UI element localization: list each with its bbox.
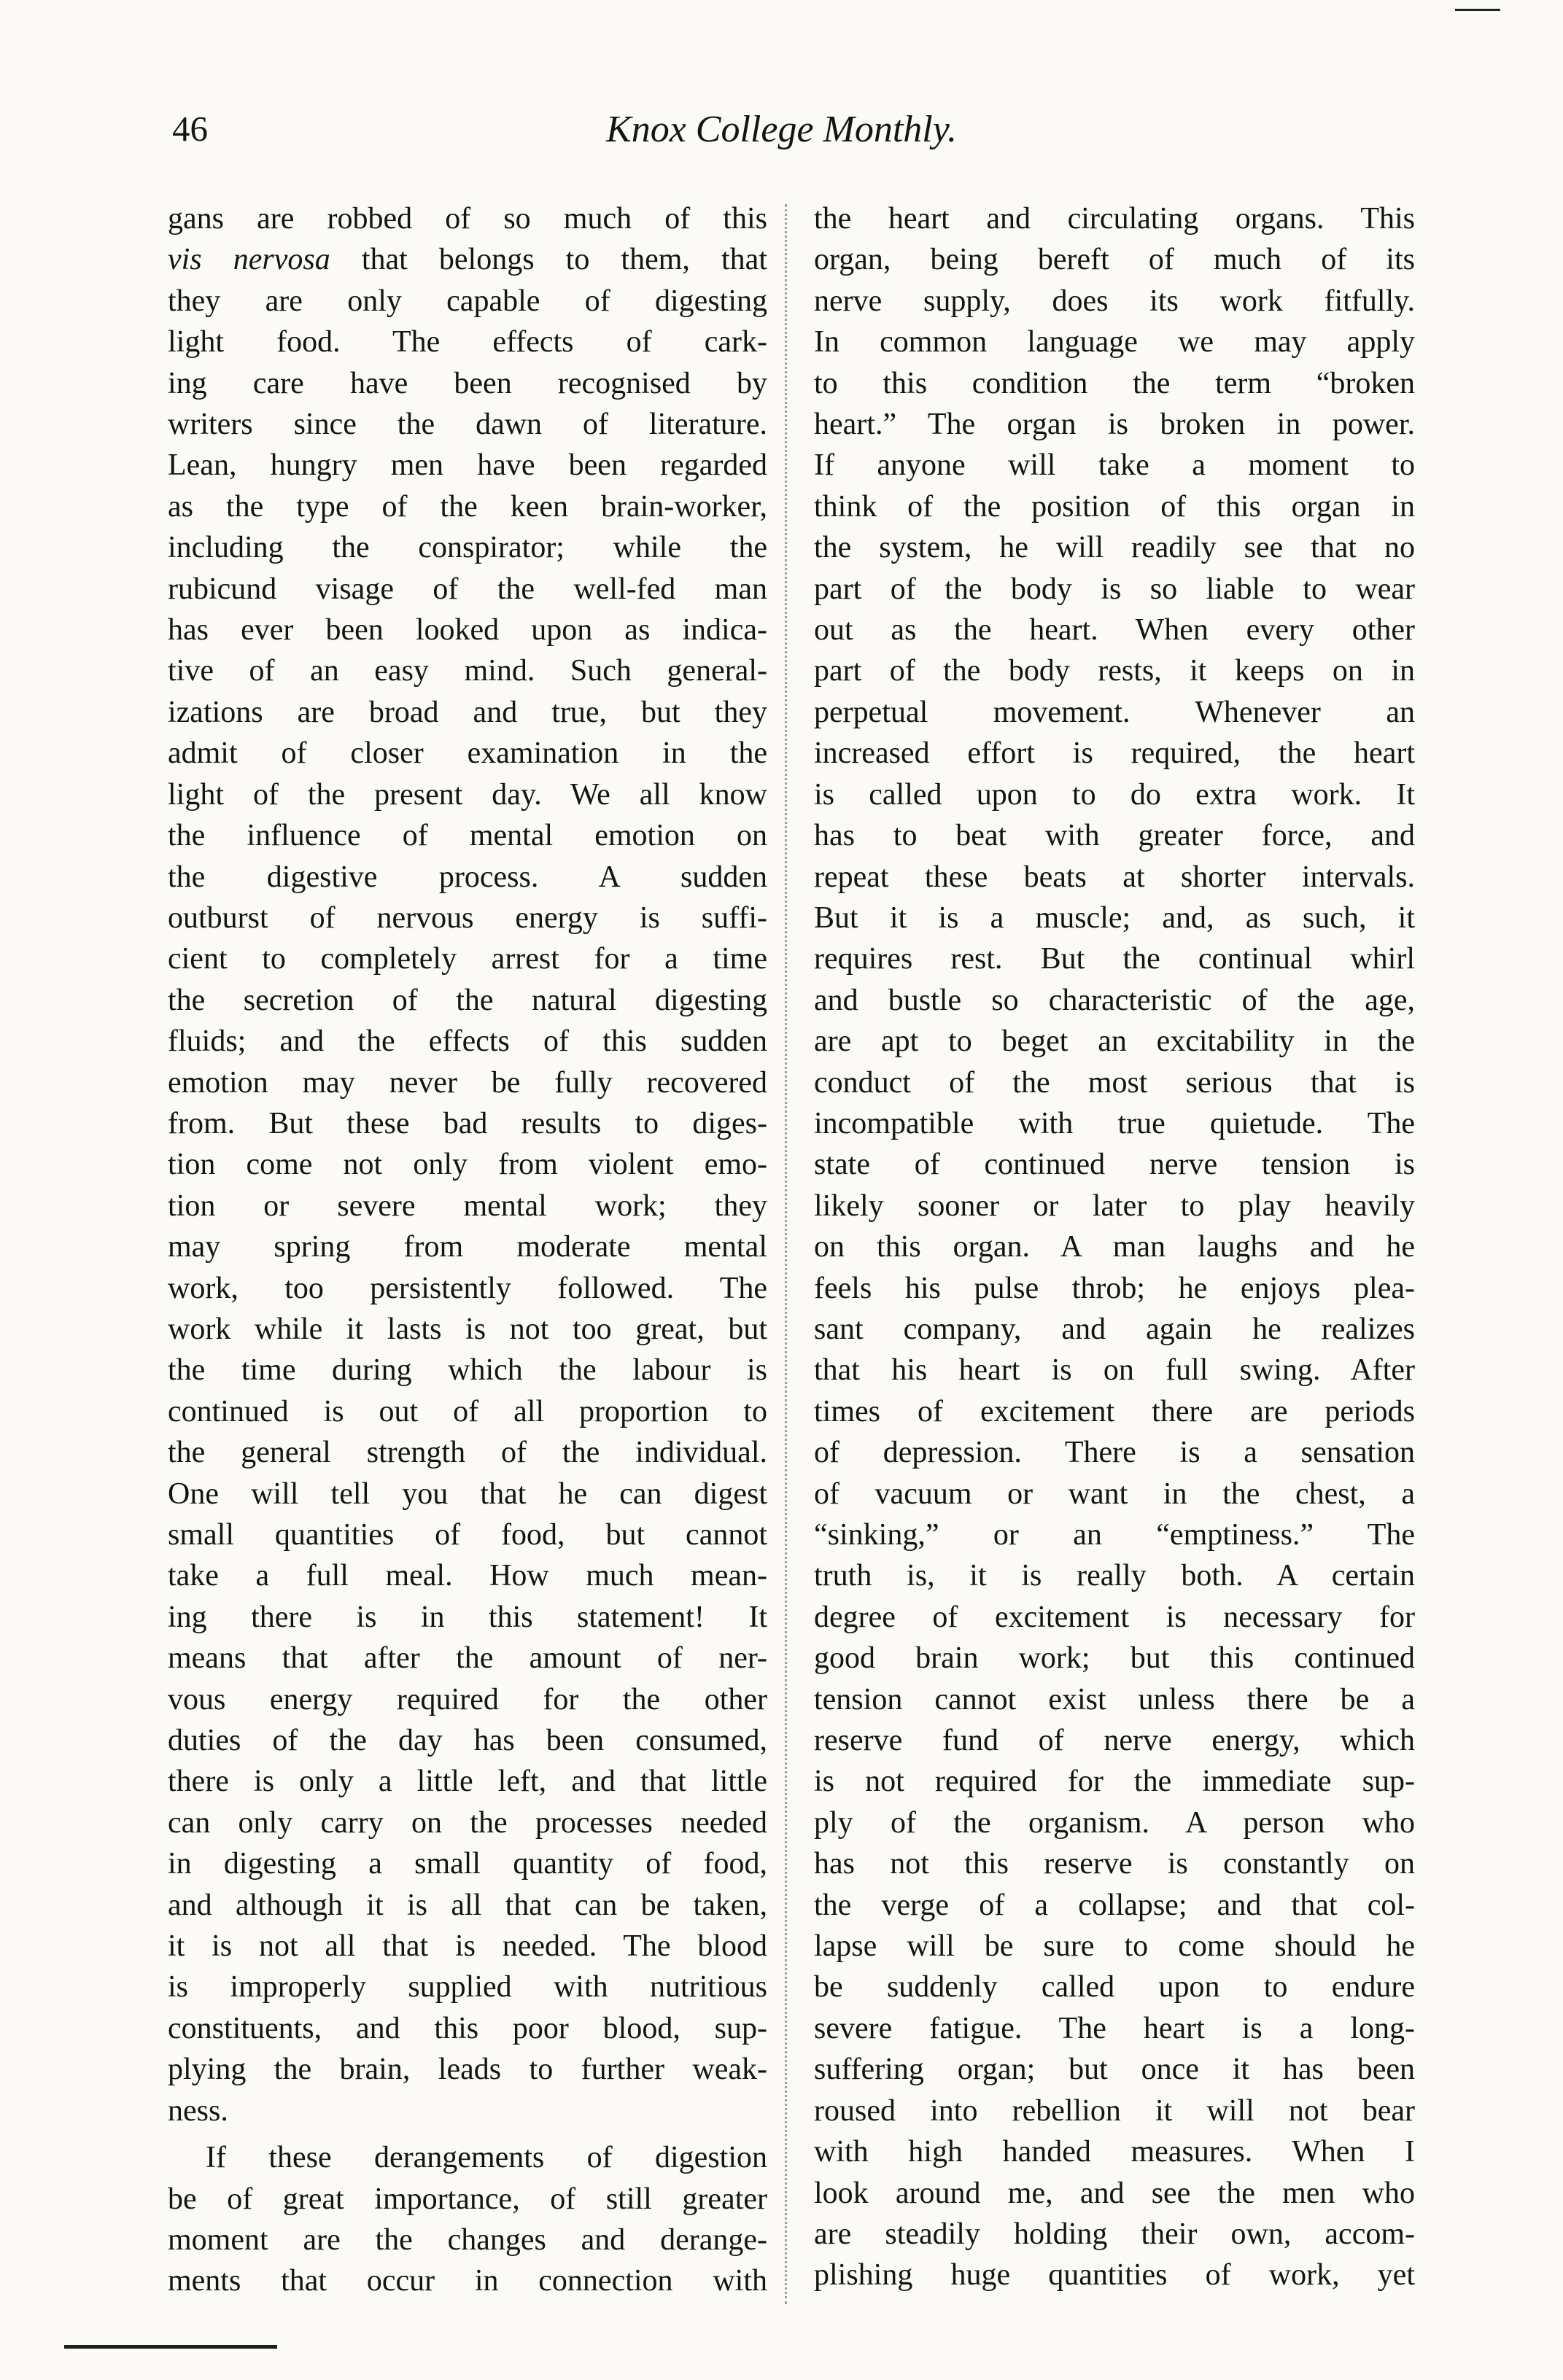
text-line: part of the body rests, it keeps on in <box>814 654 1415 688</box>
text-line: are steadily holding their own, accom- <box>814 2217 1415 2251</box>
text-line: roused into rebellion it will not bear <box>814 2093 1415 2128</box>
text-line: may spring from moderate mental <box>168 1230 767 1264</box>
text-line: light food. The effects of cark- <box>168 325 767 359</box>
text-line: organ, being bereft of much of its <box>814 243 1415 277</box>
text-line: look around me, and see the men who <box>814 2176 1415 2210</box>
text-line: suffering organ; but once it has been <box>814 2053 1415 2087</box>
text-line: fluids; and the effects of this sudden <box>168 1024 767 1059</box>
text-line: feels his pulse throb; he enjoys plea- <box>814 1271 1415 1305</box>
text-line: emotion may never be fully recovered <box>168 1065 767 1100</box>
page-number: 46 <box>172 109 208 149</box>
text-line: ing there is in this statement! It <box>168 1600 767 1634</box>
text-line: is called upon to do extra work. It <box>814 777 1415 812</box>
text-line: with high handed measures. When I <box>814 2135 1415 2169</box>
text-line: on this organ. A man laughs and he <box>814 1230 1415 1264</box>
text-line: repeat these beats at shorter intervals. <box>814 860 1415 894</box>
text-line: the secretion of the natural digesting <box>168 983 767 1017</box>
text-line: of vacuum or want in the chest, a <box>814 1477 1415 1511</box>
text-line: be of great importance, of still greater <box>168 2182 767 2216</box>
text-line: likely sooner or later to play heavily <box>814 1189 1415 1223</box>
text-line: they are only capable of digesting <box>168 284 767 318</box>
text-line: severe fatigue. The heart is a long- <box>814 2011 1415 2045</box>
text-line: and although it is all that can be taken, <box>168 1888 767 1922</box>
text-line: is improperly supplied with nutritious <box>168 1970 767 2004</box>
text-line: In common language we may apply <box>814 325 1415 359</box>
text-line: and bustle so characteristic of the age, <box>814 983 1415 1017</box>
text-line: If these derangements of digestion <box>206 2141 767 2175</box>
right-paragraph-1 <box>814 198 1415 2296</box>
text-line: including the conspirator; while the <box>168 531 767 565</box>
text-line: the verge of a collapse; and that col- <box>814 1888 1415 1922</box>
text-line: take a full meal. How much mean- <box>168 1559 767 1593</box>
text-line: work while it lasts is not too great, but <box>168 1312 767 1346</box>
text-line: think of the position of this organ in <box>814 489 1415 524</box>
text-line: degree of excitement is necessary for <box>814 1600 1415 1634</box>
text-line: duties of the day has been consumed, <box>168 1724 767 1758</box>
text-line: requires rest. But the continual whirl <box>814 942 1415 976</box>
text-line: truth is, it is really both. A certain <box>814 1559 1415 1593</box>
text-line: nerve supply, does its work fitfully. <box>814 284 1415 318</box>
text-line: has to beat with greater force, and <box>814 819 1415 853</box>
text-line: rubicund visage of the well-fed man <box>168 572 767 606</box>
text-line: admit of closer examination in the <box>168 736 767 771</box>
text-line: has ever been looked upon as indica- <box>168 613 767 648</box>
text-line: tion or severe mental work; they <box>168 1189 767 1223</box>
text-line: lapse will be sure to come should he <box>814 1929 1415 1964</box>
text-line: in digesting a small quantity of food, <box>168 1847 767 1881</box>
text-line: One will tell you that he can digest <box>168 1477 767 1511</box>
column-divider <box>785 204 787 2304</box>
text-line: vous energy required for the other <box>168 1682 767 1716</box>
text-line: Lean, hungry men have been regarded <box>168 448 767 483</box>
running-title: Knox College Monthly. <box>606 109 957 150</box>
text-line: heart.” The organ is broken in power. <box>814 408 1415 442</box>
text-line: plishing huge quantities of work, yet <box>814 2258 1415 2292</box>
text-line: good brain work; but this continued <box>814 1641 1415 1676</box>
text-line: the digestive process. A sudden <box>168 860 767 894</box>
left-column <box>168 198 767 2302</box>
right-column <box>814 198 1415 2296</box>
top-corner-rule <box>1455 9 1500 11</box>
text-line: times of excitement there are periods <box>814 1394 1415 1428</box>
text-line: the general strength of the individual. <box>168 1436 767 1470</box>
text-line: increased effort is required, the heart <box>814 736 1415 771</box>
text-line: moment are the changes and derange- <box>168 2222 767 2257</box>
text-line: cient to completely arrest for a time <box>168 942 767 976</box>
text-line: ness. <box>168 2093 228 2128</box>
text-line: as the type of the keen brain-worker, <box>168 489 767 524</box>
text-line: state of continued nerve tension is <box>814 1148 1415 1182</box>
text-line: be suddenly called upon to endure <box>814 1970 1415 2004</box>
text-line: izations are broad and true, but they <box>168 695 767 729</box>
text-line: there is only a little left, and that little <box>168 1765 767 1799</box>
text-line: to this condition the term “broken <box>814 366 1415 400</box>
text-line: small quantities of food, but cannot <box>168 1518 767 1552</box>
text-line: means that after the amount of ner- <box>168 1641 767 1676</box>
text-line: incompatible with true quietude. The <box>814 1106 1415 1140</box>
text-line: reserve fund of nerve energy, which <box>814 1724 1415 1758</box>
text-line: “sinking,” or an “emptiness.” The <box>814 1518 1415 1552</box>
text-line: But it is a muscle; and, as such, it <box>814 901 1415 935</box>
text-line: the time during which the labour is <box>168 1353 767 1388</box>
italic-phrase: vis nervosa <box>168 243 330 277</box>
left-paragraph-2 <box>168 2137 767 2302</box>
text-line: that his heart is on full swing. After <box>814 1353 1415 1388</box>
footer-rule <box>64 2345 277 2349</box>
text-line: is not required for the immediate sup- <box>814 1765 1415 1799</box>
text-line: constituents, and this poor blood, sup- <box>168 2011 767 2045</box>
text-line: ply of the organism. A person who <box>814 1805 1415 1840</box>
text-line: the influence of mental emotion on <box>168 819 767 853</box>
text-line: part of the body is so liable to wear <box>814 572 1415 606</box>
text-line: vis nervosa that belongs to them, that <box>168 243 767 277</box>
text-line: writers since the dawn of literature. <box>168 408 767 442</box>
text-line: of depression. There is a sensation <box>814 1436 1415 1470</box>
text-line: ing care have been recognised by <box>168 366 767 400</box>
text-line: sant company, and again he realizes <box>814 1312 1415 1346</box>
text-line: the heart and circulating organs. This <box>814 202 1415 236</box>
text-line: light of the present day. We all know <box>168 777 767 812</box>
text-line: perpetual movement. Whenever an <box>814 695 1415 729</box>
text-line: plying the brain, leads to further weak- <box>168 2053 767 2087</box>
text-line: gans are robbed of so much of this <box>168 202 767 236</box>
text-line: the system, he will readily see that no <box>814 531 1415 565</box>
text-line: tion come not only from violent emo- <box>168 1148 767 1182</box>
text-line: tive of an easy mind. Such general- <box>168 654 767 688</box>
text-line: are apt to beget an excitability in the <box>814 1024 1415 1059</box>
text-line: has not this reserve is constantly on <box>814 1847 1415 1881</box>
text-line: continued is out of all proportion to <box>168 1394 767 1428</box>
text-line: If anyone will take a moment to <box>814 448 1415 483</box>
text-line: outburst of nervous energy is suffi- <box>168 901 767 935</box>
text-line: conduct of the most serious that is <box>814 1065 1415 1100</box>
text-line: work, too persistently followed. The <box>168 1271 767 1305</box>
text-line: from. But these bad results to diges- <box>168 1106 767 1140</box>
left-paragraph-1 <box>168 198 767 2131</box>
text-line: out as the heart. When every other <box>814 613 1415 648</box>
text-line: it is not all that is needed. The blood <box>168 1929 767 1964</box>
text-line: can only carry on the processes needed <box>168 1805 767 1840</box>
text-line: ments that occur in connection with <box>168 2264 767 2298</box>
text-line: tension cannot exist unless there be a <box>814 1682 1415 1716</box>
